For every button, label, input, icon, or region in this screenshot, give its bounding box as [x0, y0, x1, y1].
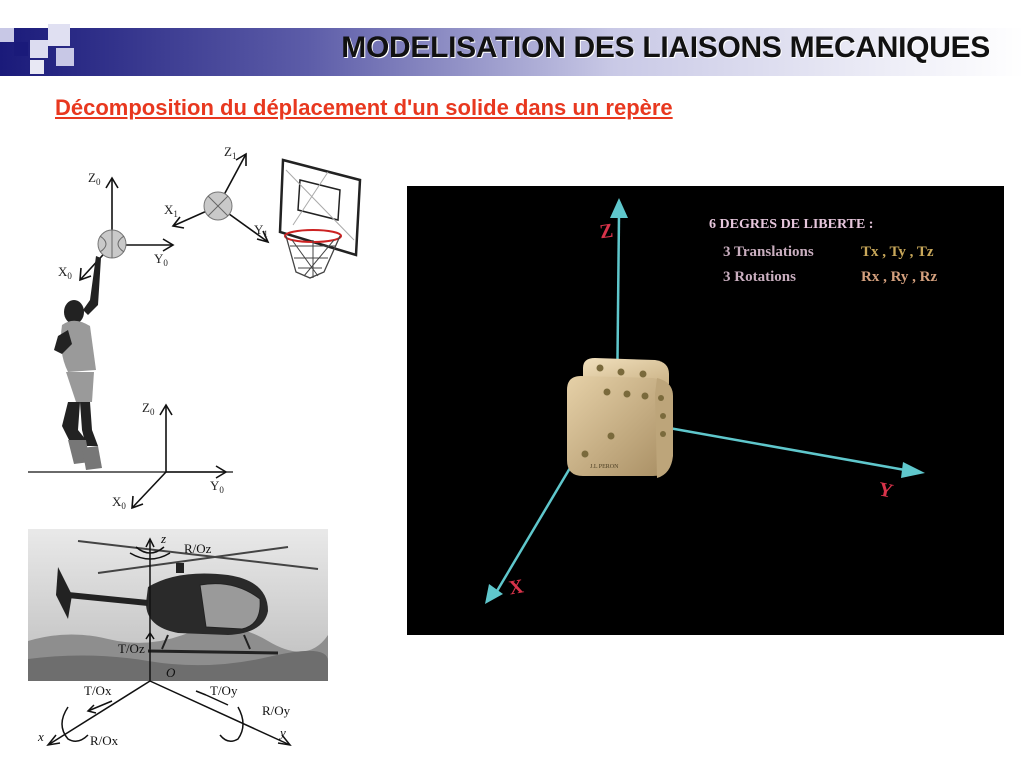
helicopter-y-label: y	[280, 725, 286, 740]
helicopter-figure	[28, 529, 328, 754]
x0-label: $X_0$	[58, 264, 72, 281]
rot-y-label: R/Oy	[262, 703, 291, 718]
helicopter-z-label: z	[161, 531, 167, 546]
rotations-label: 3 Rotations	[723, 269, 796, 285]
z-axis-arrow	[610, 198, 628, 218]
z0-label: $Z_0$	[88, 170, 101, 187]
trans-z-label: T/Oz	[118, 641, 145, 656]
rot-x-label: R/Ox	[90, 733, 119, 748]
y0-ground-label: $Y_0$	[210, 478, 224, 495]
y-axis-arrow	[901, 462, 925, 478]
z0-ground-label: $Z_0$	[142, 400, 155, 417]
y1-label: $Y_1$	[254, 222, 268, 239]
translations-values: Tx , Ty , Tz	[861, 244, 934, 260]
trans-x-label: T/Ox	[84, 683, 112, 698]
rotations-values: Rx , Ry , Rz	[861, 269, 938, 285]
dice-panel	[407, 186, 1004, 635]
dof-heading: 6 DEGRES DE LIBERTE :	[709, 217, 874, 232]
translations-label: 3 Translations	[723, 244, 814, 260]
basketball-icon	[98, 230, 126, 258]
z-axis-label: Z	[598, 219, 615, 244]
trans-y-label: T/Oy	[210, 683, 238, 698]
z1-label: $Z_1$	[224, 144, 237, 161]
y0-label: $Y_0$	[154, 251, 168, 268]
page-subtitle: Décomposition du déplacement d'un solide dans un repère	[55, 95, 673, 120]
rot-z-label: R/Oz	[184, 541, 212, 556]
helicopter-x-label: x	[38, 729, 44, 744]
dice-diagram	[407, 186, 1004, 635]
origin-label: O	[166, 665, 176, 680]
basketball-icon	[204, 192, 232, 220]
x1-label: $X_1$	[164, 202, 178, 219]
player-silhouette	[54, 256, 102, 470]
dice-engraving: J.L PERON	[590, 464, 619, 470]
dice-icon	[567, 358, 673, 478]
x0-ground-label: $X_0$	[112, 494, 126, 511]
page-title: MODELISATION DES LIAISONS MECANIQUES	[341, 31, 990, 64]
backboard-icon	[280, 160, 360, 278]
y-axis	[669, 428, 905, 470]
y-axis-label: Y	[876, 478, 895, 503]
basketball-figure	[28, 140, 408, 520]
x-axis-label: X	[507, 575, 526, 600]
